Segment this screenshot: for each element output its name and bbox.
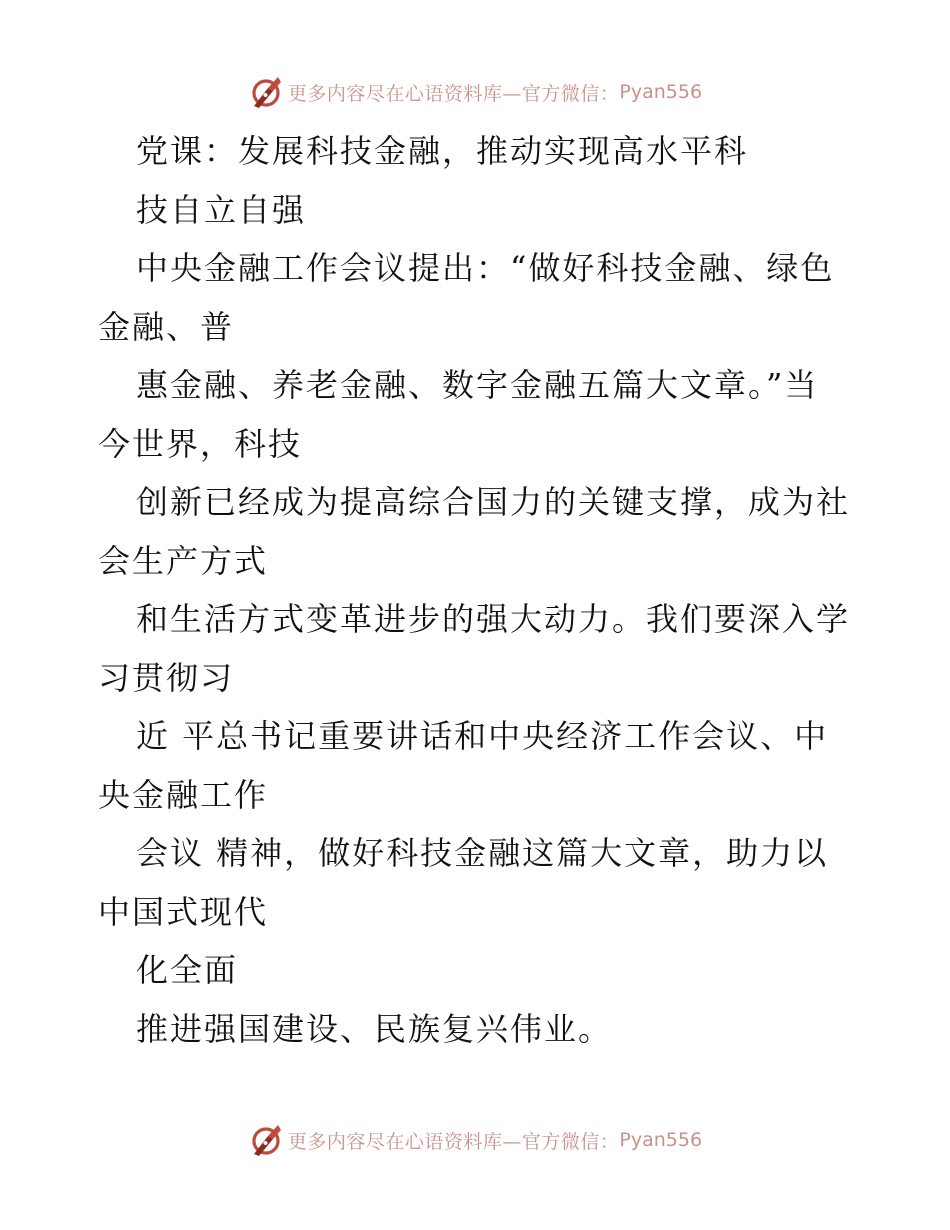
text-line: 会议 精神，做好科技金融这篇大文章，助力以: [136, 834, 829, 872]
header-watermark: [0, 70, 950, 114]
text-line: 近 平总书记重要讲话和中央经济工作会议、中: [136, 717, 829, 755]
text-line: 金融、普: [98, 307, 235, 346]
pen-nib-logo-icon: [248, 1122, 284, 1158]
watermark-wechat-id: Pyan556: [619, 81, 703, 103]
text-line: 推进强国建设、民族复兴伟业。: [136, 1009, 613, 1048]
watermark-wechat-id: Pyan556: [619, 1129, 703, 1151]
footer-watermark: [0, 1118, 950, 1162]
text-line: 党课：发展科技金融，推动实现高水平科: [136, 132, 749, 170]
text-line: 创新已经成为提高综合国力的关键支撑，成为社: [136, 483, 851, 521]
text-line: 和生活方式变革进步的强大动力。我们要深入学: [136, 600, 851, 638]
document-body: [98, 122, 858, 1058]
text-line: 化全面: [136, 951, 239, 989]
text-line: 技自立自强: [136, 190, 307, 229]
text-line: 会生产方式: [98, 541, 269, 580]
text-line: 中央金融工作会议提出：“做好科技金融、绿色: [136, 249, 835, 287]
text-line: 中国式现代: [98, 892, 269, 931]
watermark-text: 更多内容尽在心语资料库—官方微信：: [287, 1130, 620, 1153]
text-line: 今世界，科技: [98, 424, 303, 463]
text-line: 惠金融、养老金融、数字金融五篇大文章。”当: [136, 366, 819, 404]
watermark-text: 更多内容尽在心语资料库—官方微信：: [287, 82, 620, 105]
text-line: 央金融工作: [98, 775, 269, 814]
text-line: 习贯彻习: [98, 658, 235, 697]
pen-nib-logo-icon: [248, 74, 284, 110]
